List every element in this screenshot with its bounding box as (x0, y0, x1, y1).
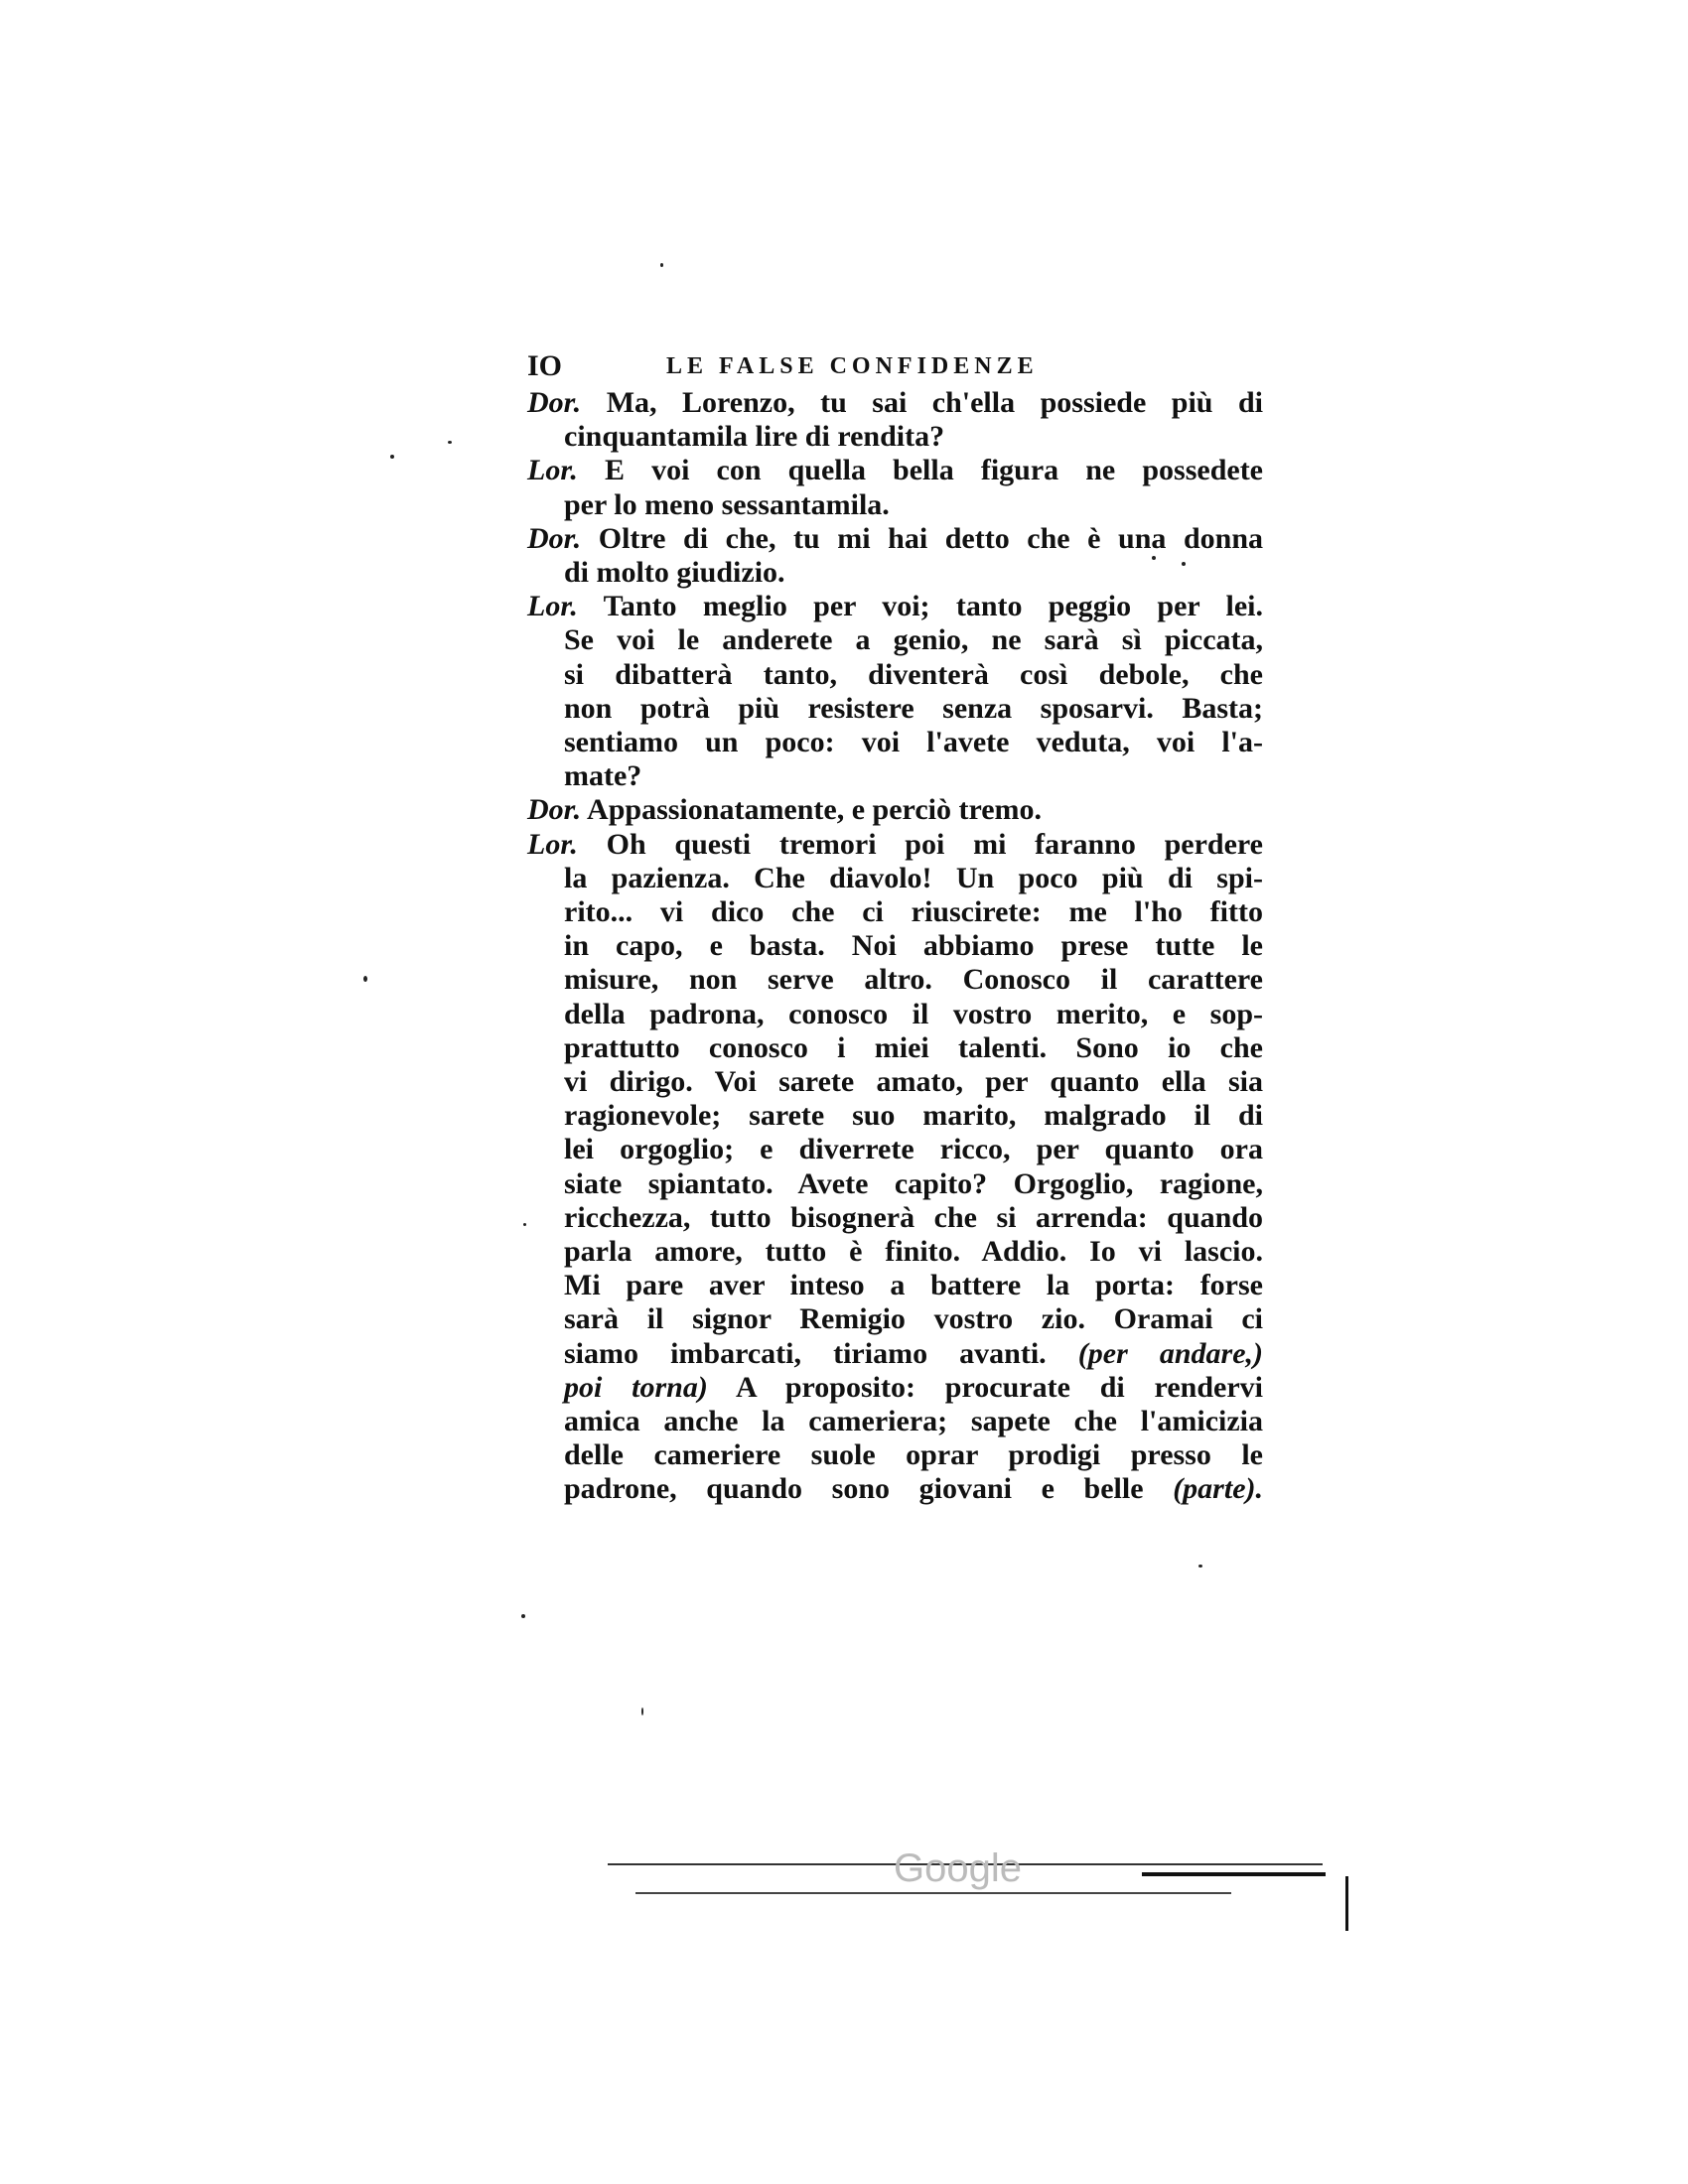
line-text: Oh questi tremori poi mi faranno perdere (606, 827, 1263, 861)
line-text: delle cameriere suole oprar prodigi presso le (564, 1438, 1263, 1472)
stage-direction: (parte). (1173, 1472, 1263, 1506)
text-line (564, 895, 1263, 929)
line-text: parla amore, tutto è finito. Addio. Io vi lascio. (564, 1235, 1263, 1268)
stage-direction: poi torna) (564, 1370, 708, 1404)
text-line (564, 998, 1263, 1031)
line-text: siamo imbarcati, tiriamo avanti. (564, 1336, 1047, 1370)
scan-speck (1182, 562, 1186, 566)
text-line (527, 793, 1263, 827)
line-text: per lo meno sessantamila. (564, 487, 890, 521)
line-text: Ma, Lorenzo, tu sai ch'ella possiede più di (606, 386, 1264, 419)
line-text: lei orgoglio; e diverrete ricco, per quanto ora (564, 1133, 1263, 1166)
text-line (564, 1269, 1263, 1302)
line-text: si dibatterà tanto, diventerà così debole, che (564, 657, 1263, 691)
text-line (564, 556, 1263, 590)
scan-speck (521, 1614, 525, 1618)
scan-speck (363, 976, 367, 982)
text-line (564, 488, 1263, 522)
line-text: Tanto meglio per voi; tanto peggio per lei. (603, 590, 1263, 623)
text-line (564, 658, 1263, 692)
text-line (564, 1472, 1263, 1506)
scan-speck (448, 441, 452, 444)
text-line (527, 454, 1263, 487)
text-line (527, 590, 1263, 623)
text-line (564, 1235, 1263, 1269)
text-line (527, 828, 1263, 862)
line-text: Mi pare aver inteso a battere la porta: forse (564, 1269, 1263, 1302)
speaker-name: Dor. (527, 521, 582, 555)
text-line (564, 1167, 1263, 1201)
line-text: E voi con quella bella figura ne possedete (604, 454, 1264, 487)
text-line (564, 759, 1263, 793)
text-line (564, 726, 1263, 759)
speaker-name: Dor. (527, 793, 582, 827)
scan-speck (390, 455, 394, 459)
text-line (564, 623, 1263, 657)
stage-direction: (per andare,) (1077, 1336, 1263, 1370)
speaker-name: Lor. (527, 827, 578, 861)
text-line (564, 1438, 1263, 1472)
line-text: prattutto conosco i miei talenti. Sono io che (564, 1030, 1263, 1064)
line-text: misure, non serve altro. Conosco il carattere (564, 963, 1263, 997)
scan-speck (1152, 556, 1156, 560)
text-line (564, 1371, 1263, 1405)
line-text: la pazienza. Che diavolo! Un poco più di spi- (564, 861, 1263, 894)
scan-smudge-line (1142, 1872, 1326, 1876)
line-text: sarà il signor Remigio vostro zio. Oramai ci (564, 1302, 1263, 1336)
google-watermark: G​oogle (894, 1846, 1022, 1890)
line-text: ragionevole; sarete suo marito, malgrado il di (564, 1099, 1263, 1133)
line-text: padrone, quando sono giovani e belle (564, 1472, 1144, 1506)
line-text: amica anche la cameriera; sapete che l'amicizia (564, 1405, 1263, 1437)
running-title: LE FALSE CONFIDENZE (666, 353, 1039, 379)
line-text: Se voi le anderete a genio, ne sarà sì piccata, (564, 623, 1263, 657)
text-line (564, 420, 1263, 454)
scan-smudge-line (635, 1892, 1231, 1894)
line-text: A proposito: procurate di rendervi (736, 1370, 1263, 1404)
speaker-name: Dor. (527, 386, 582, 419)
text-line (564, 963, 1263, 997)
line-text: rito... vi dico che ci riuscirete: me l'ho fitto (564, 895, 1263, 928)
text-line (564, 1031, 1263, 1065)
line-text: non potrà più resistere senza sposarvi. Basta; (564, 691, 1263, 725)
text-line (527, 522, 1263, 556)
text-line (564, 929, 1263, 963)
text-line (564, 1133, 1263, 1166)
line-text: cinquantamila lire di rendita? (564, 420, 945, 454)
line-text: Oltre di che, tu mi hai detto che è una donna (598, 521, 1263, 555)
line-text: in capo, e basta. Noi abbiamo prese tutte le (564, 929, 1263, 963)
text-line (564, 1302, 1263, 1336)
speaker-name: Lor. (527, 454, 578, 487)
line-text: vi dirigo. Voi sarete amato, per quanto ella sia (564, 1065, 1263, 1098)
line-text: di molto giudizio. (564, 556, 785, 589)
line-text: Appassionatamente, e perciò tremo. (587, 793, 1043, 827)
line-text: siate spiantato. Avete capito? Orgoglio, ragione, (564, 1166, 1263, 1200)
speaker-name: Lor. (527, 590, 578, 623)
scan-speck (660, 263, 663, 267)
line-text: della padrona, conosco il vostro merito, e sop- (564, 997, 1263, 1030)
scan-speck (523, 1223, 526, 1226)
text-line (564, 1405, 1263, 1438)
text-line (564, 1065, 1263, 1099)
text-line (564, 862, 1263, 895)
page-number: IO (527, 349, 563, 382)
scan-speck (1198, 1565, 1202, 1568)
text-line (564, 692, 1263, 726)
text-line (527, 386, 1263, 420)
line-text: mate? (564, 759, 642, 793)
running-header (527, 349, 1083, 385)
scan-edge-mark (1345, 1876, 1348, 1931)
text-line (564, 1099, 1263, 1133)
text-line (564, 1337, 1263, 1371)
text-line (564, 1201, 1263, 1235)
line-text: ricchezza, tutto bisognerà che si arrenda: quando (564, 1200, 1263, 1234)
scan-speck (641, 1707, 643, 1715)
line-text: sentiamo un poco: voi l'avete veduta, voi l'a- (564, 726, 1263, 758)
